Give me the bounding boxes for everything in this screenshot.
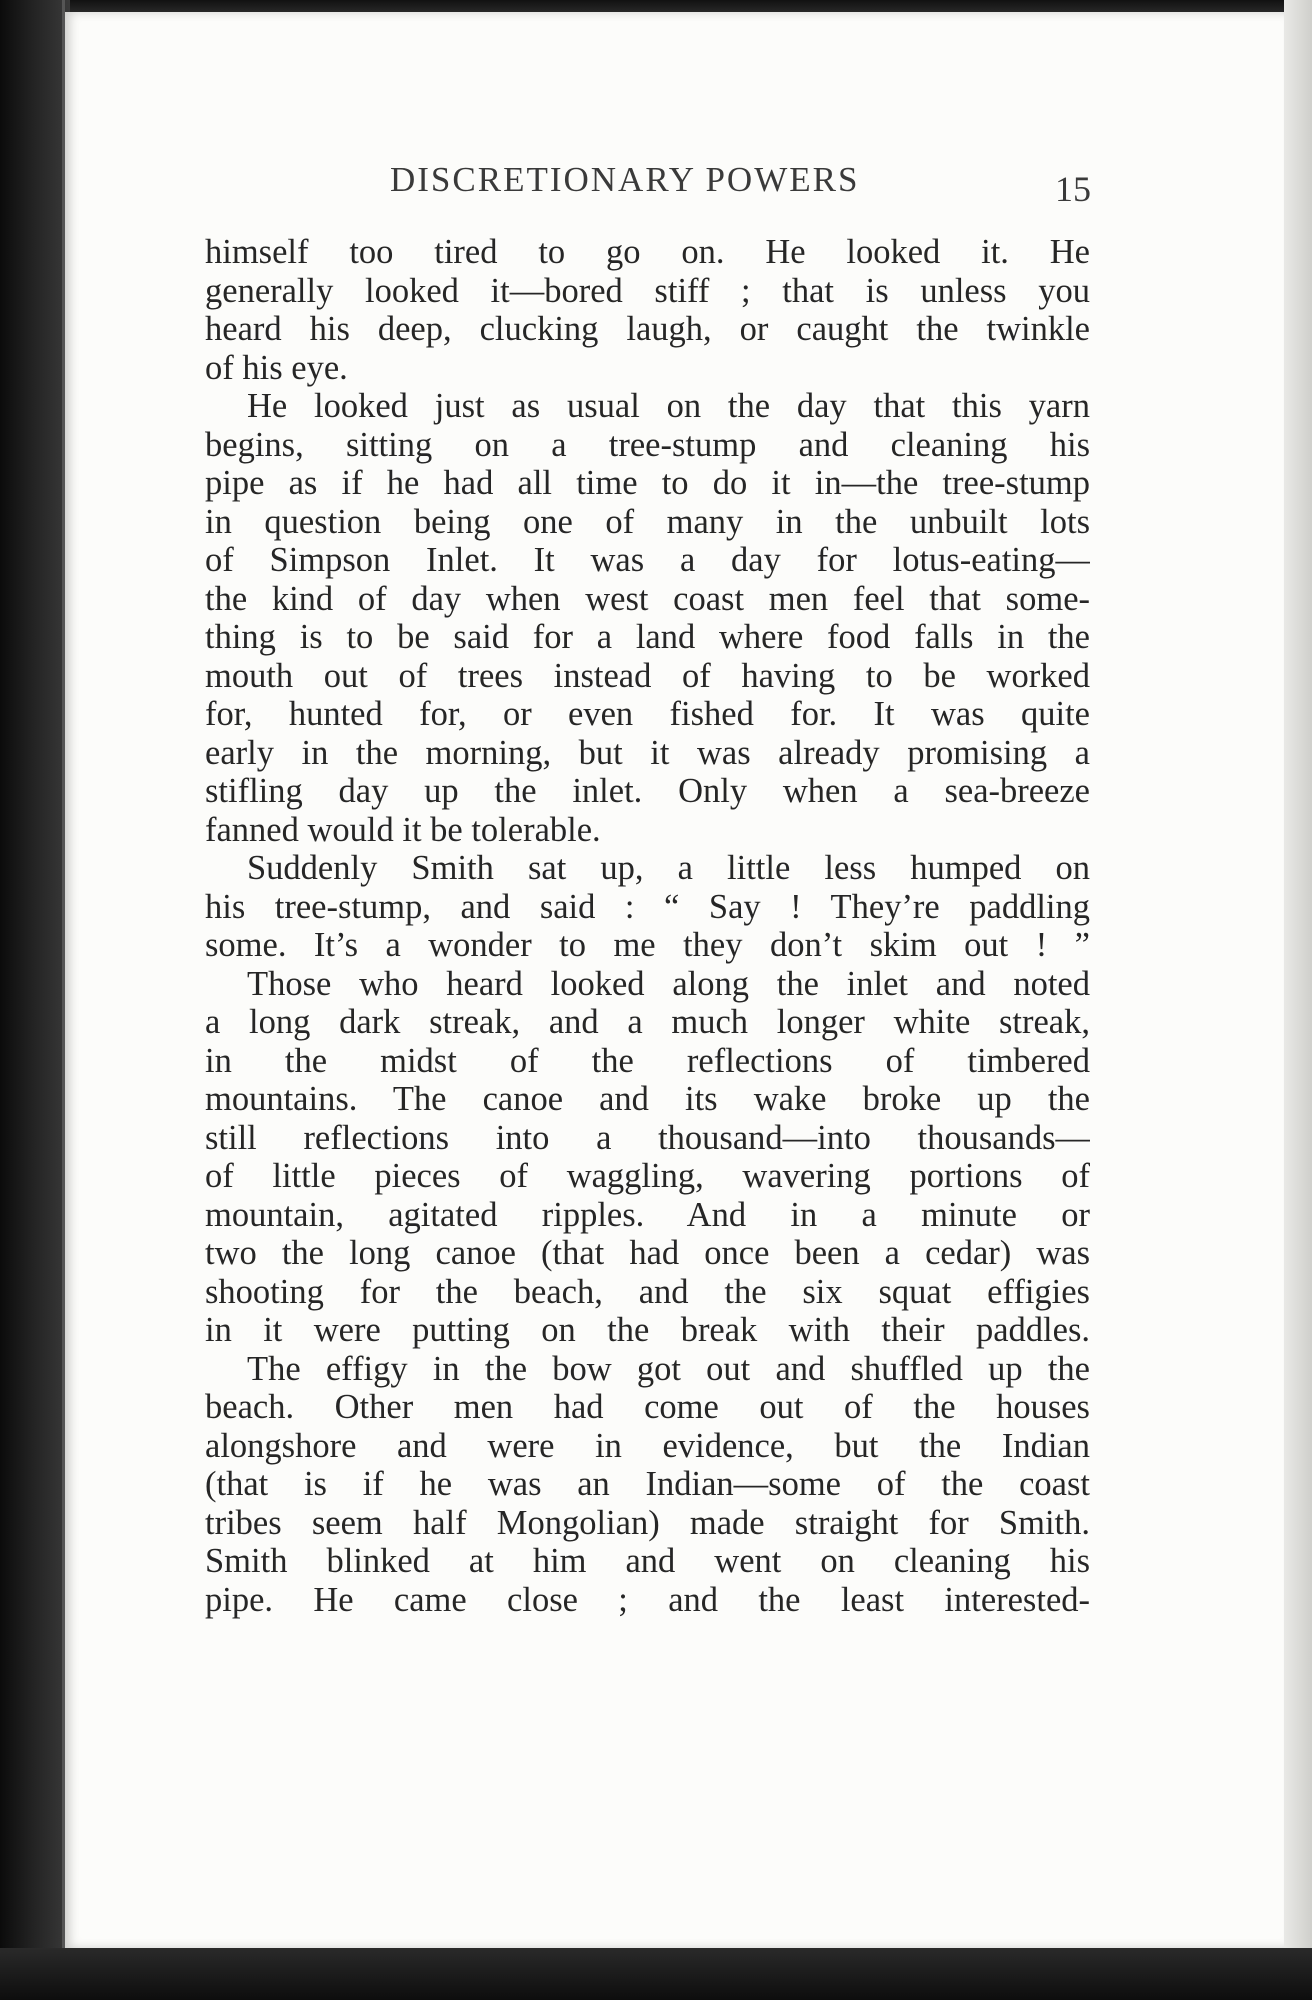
text-line: beach. Other men had come out of the houses (205, 1388, 1090, 1426)
text-line: stifling day up the inlet. Only when a sea-breeze (205, 772, 1090, 810)
text-line: thing is to be said for a land where food falls in the (205, 618, 1090, 656)
text-line: alongshore and were in evidence, but the Indian (205, 1426, 1090, 1465)
running-head (320, 160, 1100, 220)
paragraph (205, 1350, 1090, 1620)
body-text (205, 233, 1090, 1619)
text-line: fanned would it be tolerable. (205, 810, 601, 849)
spine-shadow (0, 0, 70, 2000)
text-line: in the midst of the reflections of timbered (205, 1041, 1090, 1080)
text-line: He looked just as usual on the day that this yarn (247, 387, 1090, 425)
text-line: (that is if he was an Indian—some of the coast (205, 1465, 1090, 1503)
text-line: a long dark streak, and a much longer white streak, (205, 1003, 1090, 1041)
text-line: for, hunted for, or even fished for. It was quite (205, 695, 1090, 733)
text-line: tribes seem half Mongolian) made straight for Smith. (205, 1503, 1090, 1542)
bottom-edge-shadow (0, 1948, 1312, 2000)
text-line: shooting for the beach, and the six squat effigies (205, 1272, 1090, 1311)
text-line: of little pieces of waggling, wavering portions of (205, 1157, 1090, 1195)
page-edge (1284, 0, 1312, 2000)
paragraph (205, 387, 1090, 849)
text-line: mouth out of trees instead of having to be worked (205, 656, 1090, 695)
text-line: his tree-stump, and said : “ Say ! They’re paddling (205, 887, 1090, 926)
text-line: himself too tired to go on. He looked it. He (205, 233, 1090, 271)
text-line: Smith blinked at him and went on cleaning his (205, 1542, 1090, 1580)
text-line: of his eye. (205, 348, 348, 387)
text-line: of Simpson Inlet. It was a day for lotus-eating— (205, 541, 1090, 579)
text-line: in it were putting on the break with their paddles. (205, 1311, 1090, 1349)
text-line: the kind of day when west coast men feel that some- (205, 579, 1090, 618)
text-line: generally looked it—bored stiff ; that is unless you (205, 271, 1090, 310)
paragraph (205, 965, 1090, 1350)
text-line: heard his deep, clucking laugh, or caught the twinkle (205, 310, 1090, 348)
text-line: begins, sitting on a tree-stump and cleaning his (205, 425, 1090, 464)
text-line: mountains. The canoe and its wake broke up the (205, 1080, 1090, 1118)
text-line: two the long canoe (that had once been a cedar) was (205, 1234, 1090, 1272)
page-number: 15 (1055, 169, 1091, 209)
text-line: pipe as if he had all time to do it in—the tree-stump (205, 464, 1090, 502)
text-line: still reflections into a thousand—into thousands— (205, 1118, 1090, 1157)
text-line: Those who heard looked along the inlet and noted (247, 964, 1090, 1003)
text-line: mountain, agitated ripples. And in a minute or (205, 1195, 1090, 1234)
text-line: early in the morning, but it was already promising a (205, 733, 1090, 772)
gutter-line (62, 0, 65, 1960)
text-line: some. It’s a wonder to me they don’t skim out ! ” (205, 926, 1090, 964)
text-line: in question being one of many in the unbuilt lots (205, 502, 1090, 541)
text-line: pipe. He came close ; and the least interested- (205, 1580, 1090, 1619)
running-head-title: DISCRETIONARY POWERS (390, 160, 860, 199)
text-line: The effigy in the bow got out and shuffled up the (247, 1349, 1090, 1388)
text-line: Suddenly Smith sat up, a little less humped on (247, 849, 1090, 887)
paragraph (205, 849, 1090, 965)
paragraph (205, 233, 1090, 387)
